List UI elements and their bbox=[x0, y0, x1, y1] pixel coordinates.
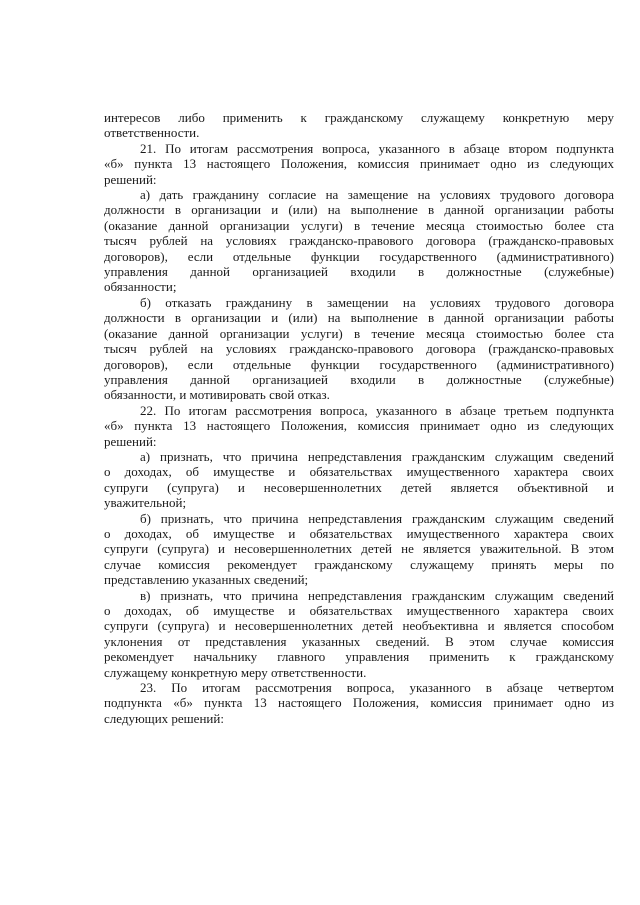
text-line: (оказание данной организации услуги) в течение месяца стоимостью более ста bbox=[104, 325, 614, 341]
text-line: уклонения от представления указанных сведений. В этом случае комиссия bbox=[104, 633, 614, 649]
paragraph-p21b bbox=[104, 295, 614, 403]
text-line: управления данной организацией входили в должностные (служебные) bbox=[104, 371, 614, 387]
text-line: 22. По итогам рассмотрения вопроса, указанного в абзаце третьем подпункта bbox=[140, 402, 614, 418]
text-line: (оказание данной организации услуги) в течение месяца стоимостью более ста bbox=[104, 217, 614, 233]
text-line: решений: bbox=[104, 433, 157, 449]
text-line: рекомендует начальнику главного управления применить к гражданскому bbox=[104, 649, 614, 665]
text-line: о доходах, об имуществе и обязательствах имущественного характера своих bbox=[104, 464, 614, 480]
text-line: в) признать, что причина непредставления гражданским служащим сведений bbox=[140, 587, 614, 603]
text-line: «б» пункта 13 настоящего Положения, комиссия принимает одно из следующих bbox=[104, 418, 614, 434]
paragraph-p22c bbox=[104, 588, 614, 680]
text-line: подпункта «б» пункта 13 настоящего Положения, комиссия принимает одно из bbox=[104, 695, 614, 711]
document-body bbox=[104, 110, 614, 726]
text-line: должности в организации и (или) на выполнение в данной организации работы bbox=[104, 310, 614, 326]
text-line: служащему конкретную меру ответственности. bbox=[104, 664, 367, 680]
text-line: супруги (супруга) и несовершеннолетних детей является объективной и bbox=[104, 479, 614, 495]
text-line: а) признать, что причина непредставления гражданским служащим сведений bbox=[140, 448, 614, 464]
text-line: обязанности, и мотивировать свой отказ. bbox=[104, 387, 330, 403]
paragraph-p22 bbox=[104, 403, 614, 449]
text-line: супруги (супруга) и несовершеннолетних детей необъективна и является способом bbox=[104, 618, 614, 634]
text-line: уважительной; bbox=[104, 495, 187, 511]
text-line: должности в организации и (или) на выполнение в данной организации работы bbox=[104, 202, 614, 218]
text-line: управления данной организацией входили в должностные (служебные) bbox=[104, 264, 614, 280]
paragraph-p21 bbox=[104, 141, 614, 187]
paragraph-p23 bbox=[104, 680, 614, 726]
text-line: «б» пункта 13 настоящего Положения, комиссия принимает одно из следующих bbox=[104, 156, 614, 172]
paragraph-p22a bbox=[104, 449, 614, 511]
text-line: следующих решений: bbox=[104, 710, 224, 726]
text-line: супруги (супруга) и несовершеннолетних детей не является уважительной. В этом bbox=[104, 541, 614, 557]
text-line: б) отказать гражданину в замещении на условиях трудового договора bbox=[140, 294, 614, 310]
text-line: ответственности. bbox=[104, 125, 200, 141]
text-line: 23. По итогам рассмотрения вопроса, указанного в абзаце четвертом bbox=[140, 680, 614, 696]
text-line: обязанности; bbox=[104, 279, 177, 295]
text-line: а) дать гражданину согласие на замещение на условиях трудового договора bbox=[140, 187, 614, 203]
text-line: тысяч рублей на условиях гражданско-правового договора (гражданско-правовых bbox=[104, 233, 614, 249]
text-line: интересов либо применить к гражданскому служащему конкретную меру bbox=[104, 110, 614, 125]
text-line: тысяч рублей на условиях гражданско-правового договора (гражданско-правовых bbox=[104, 341, 614, 357]
text-line: договоров), если отдельные функции государственного (административного) bbox=[104, 356, 614, 372]
text-line: б) признать, что причина непредставления гражданским служащим сведений bbox=[140, 510, 614, 526]
text-line: договоров), если отдельные функции государственного (административного) bbox=[104, 248, 614, 264]
paragraph-p22b bbox=[104, 511, 614, 588]
text-line: о доходах, об имуществе и обязательствах имущественного характера своих bbox=[104, 603, 614, 618]
text-line: решений: bbox=[104, 171, 157, 187]
paragraph-p0 bbox=[104, 110, 614, 141]
text-line: представлению указанных сведений; bbox=[104, 572, 309, 588]
text-line: 21. По итогам рассмотрения вопроса, указанного в абзаце втором подпункта bbox=[140, 140, 614, 156]
paragraph-p21a bbox=[104, 187, 614, 295]
text-line: случае комиссия рекомендует гражданскому служащему принять меры по bbox=[104, 556, 614, 572]
text-line: о доходах, об имуществе и обязательствах имущественного характера своих bbox=[104, 525, 614, 541]
